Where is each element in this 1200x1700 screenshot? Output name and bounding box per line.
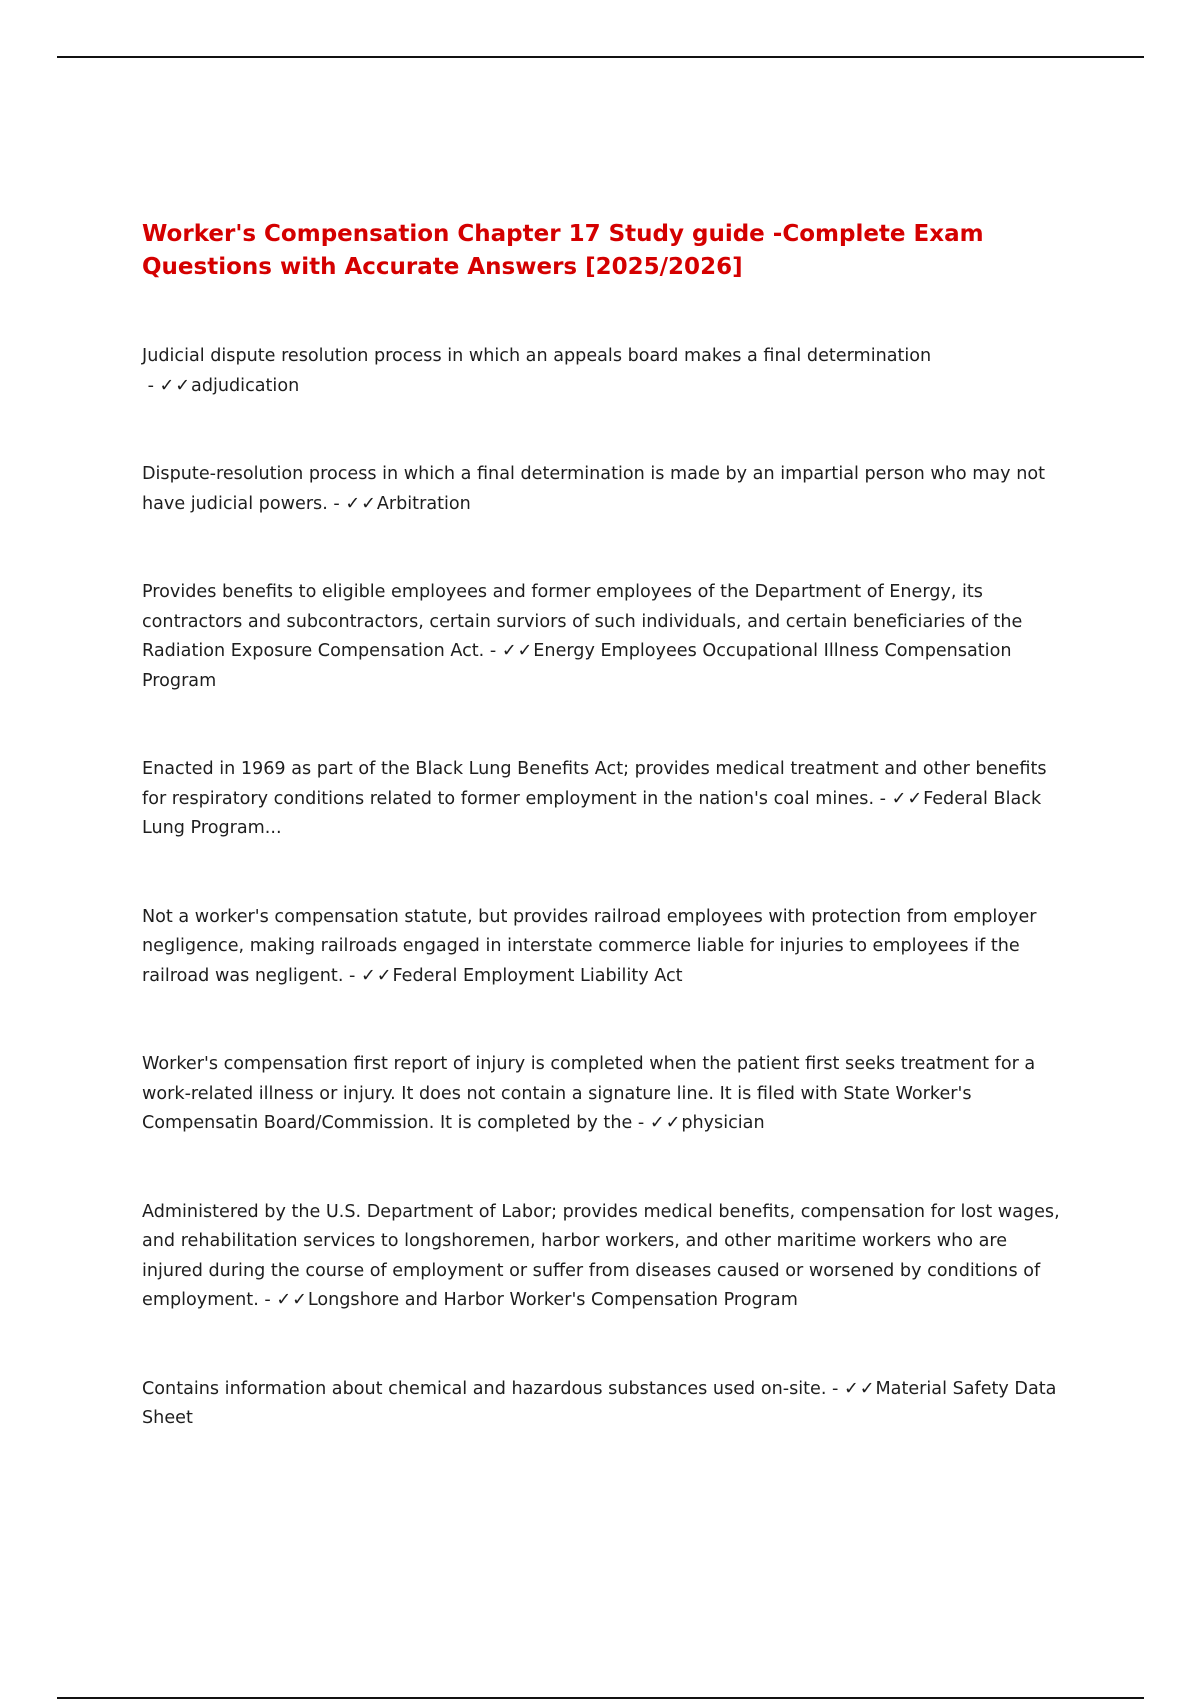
question-text: Not a worker's compensation statute, but provides railroad employees with protection from employer negligence, making railroads engaged in interstate commerce liable for injuries to employees if the railroad was negligent.: [142, 906, 1037, 986]
check-marks-icon: ✓✓: [891, 788, 924, 809]
question-text: Judicial dispute resolution process in which an appeals board makes a final determination: [142, 346, 932, 366]
question-text: Provides benefits to eligible employees and former employees of the Department of Energy, its contractors and subcontractors, certain surviors of such individuals, and certain beneficiaries of the Radiation Exposure Compensation Act.: [142, 582, 1023, 661]
answer-text: Material Safety Data Sheet: [142, 1378, 1057, 1428]
question-text: Administered by the U.S. Department of Labor; provides medical benefits, compensation for lost wages, and rehabilitation services to longshoremen, harbor workers, and other maritime workers who are injured during the course of employment or suffer from diseases caused or worsened by conditions of employment.: [142, 1201, 1060, 1310]
separator: -: [258, 1290, 277, 1310]
separator: -: [327, 493, 346, 514]
qa-entry: [142, 755, 1062, 844]
separator: -: [484, 641, 502, 661]
separator: -: [632, 1113, 650, 1133]
check-marks-icon: ✓✓: [276, 1290, 308, 1310]
question-text: Enacted in 1969 as part of the Black Lung Benefits Act; provides medical treatment and other benefits for respiratory conditions related to former employment in the nation's coal mines.: [142, 759, 1047, 809]
separator: -: [874, 788, 892, 809]
answer-text: Federal Employment Liability Act: [392, 965, 683, 986]
answer-text: Longshore and Harbor Worker's Compensation Program: [307, 1290, 798, 1310]
answer-text: adjudication: [191, 375, 300, 396]
separator: -: [826, 1378, 845, 1399]
check-marks-icon: ✓✓: [501, 641, 534, 661]
qa-entry: [142, 1375, 1062, 1434]
qa-entry: [142, 342, 1062, 401]
answer-text: Arbitration: [376, 493, 471, 514]
check-marks-icon: ✓✓: [649, 1113, 682, 1133]
question-text: Contains information about chemical and hazardous substances used on-site.: [142, 1378, 827, 1399]
qa-entry: [142, 903, 1062, 992]
qa-entry: [142, 1050, 1062, 1139]
top-rule: [57, 56, 1144, 58]
check-marks-icon: ✓✓: [159, 375, 192, 396]
qa-entry: [142, 460, 1062, 519]
qa-entry: [142, 1198, 1062, 1316]
separator: -: [142, 375, 160, 396]
check-marks-icon: ✓✓: [360, 965, 393, 986]
question-text: Worker's compensation first report of injury is completed when the patient first seeks treatment for a work-related illness or injury. It does not contain a signature line. It is filed with State Worker's Compensatin Board/Commission. It is completed by the: [142, 1054, 1036, 1133]
check-marks-icon: ✓✓: [844, 1378, 876, 1399]
check-marks-icon: ✓✓: [345, 493, 377, 514]
qa-entry: [142, 578, 1062, 696]
answer-text: Federal Black Lung Program...: [142, 788, 1042, 838]
question-text: Dispute-resolution process in which a final determination is made by an impartial person who may not have judicial powers.: [142, 464, 1046, 514]
separator: -: [343, 965, 361, 986]
answer-text: physician: [681, 1113, 765, 1133]
document-title: Worker's Compensation Chapter 17 Study guide -Complete Exam Questions with Accurate Answers [2025/2026]: [142, 221, 984, 280]
answer-text: Energy Employees Occupational Illness Compensation Program: [142, 641, 1012, 691]
document-body: [142, 218, 1062, 1493]
bottom-rule: [57, 1697, 1144, 1699]
